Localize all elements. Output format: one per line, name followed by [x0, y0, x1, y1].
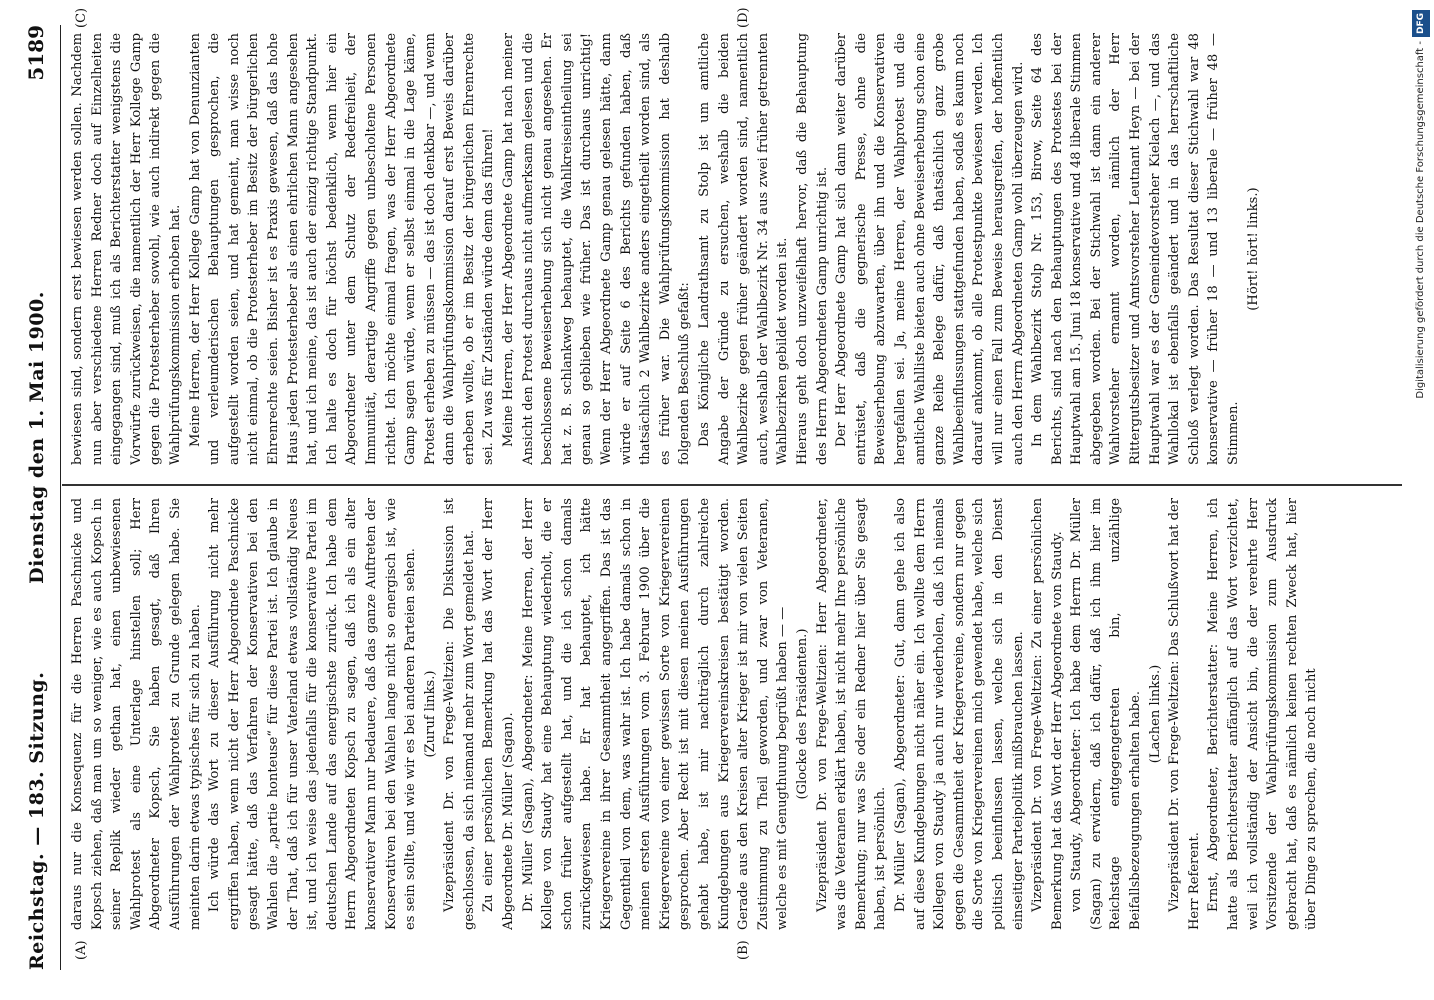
- paragraph: Vizepräsident Dr. von Frege-Weltzien: Herr Abgeordneter, was die Veteranen erklärt haben, ist nicht mehr Ihre persönliche Bemerkung; nur was Sie oder ein Redner hier über Sie gesagt haben, ist persönlich.: [814, 498, 889, 930]
- paragraph: Vizepräsident Dr. von Frege-Weltzien: Zu einer persönlichen Bemerkung hat das Wort der Herr Abgeordnete von Staudy.: [1030, 498, 1065, 930]
- digitization-credit-text: Digitalisierung gefördert durch die Deutsche Forschungsgemeinschaft -: [1415, 41, 1426, 399]
- paragraph: Dr. Müller (Sagan), Abgeordneter: Gut, dann gehe ich also auf diese Kundgebungen nicht näher ein. Ich wollte dem Herrn Kollegen von Staudy ja auch nur wiederholen, daß ich niemals gegen die Gesammtheit der Kriegervereine, sondern nur gegen die Sorte von Kriegervereinen mich gewendet habe, welche sich politisch beeinflussen lassen, welche sich in den Dienst einseitiger Parteipolitik mißbrauchen lassen.: [892, 498, 1026, 930]
- stage-direction: (Lachen links.): [1147, 664, 1163, 764]
- header-date-text: Dienstag den 1. Mai 1900.: [26, 291, 48, 584]
- header-session-title: Reichstag. — 183. Sitzung.: [26, 671, 48, 970]
- paragraph: Hieraus geht doch unzweifelhaft hervor, daß die Behauptung des Herrn Abgeordneten Gamp unrichtig ist.: [794, 33, 830, 465]
- margin-marker-b: (B): [736, 940, 751, 960]
- column-divider: [62, 485, 1402, 487]
- paragraph: Meine Herren, der Herr Kollege Gamp hat von Denunzianten und verleumderischen Behauptungen gesprochen, die aufgestellt worden seien, und hat gemeint, man wisse noch nicht einmal, ob die Protesterheber im Besitz der bürgerlichen Ehrenrechte seien. Bisher ist es Praxis gewesen, daß das hohe Haus jeden Protesterheber als einen ehrlichen Mann angesehen hat, und ich meine, das ist auch der einzig richtige Standpunkt. Ich halte es doch für höchst bedenklich, wenn hier ein Abgeordneter unter dem Schutz der Redefreiheit, der Immunität, derartige Angriffe gegen unbescholtene Personen richtet. Ich möchte einmal fragen, was der Herr Abgeordnete Gamp sagen würde, wenn er selbst einmal in die Lage käme, Protest erheben zu müssen — das ist doch denkbar —, und wenn dann die Wahlprüfungskommission darauf erst Beweis darüber erheben wollte, ob er im Besitz der bürgerlichen Ehrenrechte sei. Zu was für Zuständen würde denn das führen!: [187, 33, 497, 465]
- paragraph: Das Königliche Landrathsamt zu Stolp ist um amtliche Angabe der Gründe zu ersuchen, weshalb die beiden Wahlbezirke gegen früher geändert worden sind, namentlich auch, weshalb der Wahlbezirk Nr. 34 aus zwei früher getrennten Wahlbezirken gebildet worden ist.: [697, 33, 791, 465]
- paragraph: Dr. Müller (Sagan), Abgeordneter: Meine Herren, der Herr Kollege von Staudy hat eine Behauptung wiederholt, die er schon früher aufgestellt hat, und die ich schon damals zurückgewiesen habe. Er hat behauptet, ich hätte Kriegervereine in ihrer Gesammtheit angegriffen. Das ist das Gegentheil von dem, was wahr ist. Ich habe damals schon in meinen ersten Ausführungen vom 3. Februar 1900 über die Kriegervereine von einer gewissen Sorte von Kriegervereinen gesprochen. Aber Recht ist mit diesen meinen Ausführungen gehabt habe, ist mir nachträglich durch zahlreiche Kundgebungen aus Kriegervereinskreisen bestätigt worden. Gerade aus den Kreisen alter Krieger ist mir von vielen Seiten Zustimmung zu Theil geworden, und zwar von Veteranen, welche es mit Genugthuung begrüßt haben — —: [520, 498, 791, 930]
- margin-marker-d: (D): [736, 7, 751, 28]
- dfg-logo: DFG: [1412, 10, 1430, 37]
- page-number: 5189: [24, 25, 48, 81]
- stage-direction: (Hört! hört! links.): [1245, 187, 1261, 311]
- text-column-right: [68, 33, 1398, 465]
- page-header: [20, 25, 61, 970]
- paragraph: Zu einer persönlichen Bemerkung hat das Wort der Herr Abgeordnete Dr. Müller (Sagan).: [481, 498, 517, 930]
- paragraph: Ich würde das Wort zu dieser Ausführung nicht mehr ergriffen haben, wenn nicht der Herr Abgeordnete Paschnicke gesagt hätte, daß das Verfahren der Konservativen bei den Wahlen die „partie honteuse“ für diese Partei ist. Ich glaube in der That, daß ich für unser Vaterland etwas vollständig Neues ist, und ich weise das jedenfalls für die konservative Partei im deutschen Lande auf das energischste zurück. Ich habe dem Herrn Abgeordneten Kopsch zu sagen, daß ich als ein alter konservativer Mann nur bedauere, daß das ganze Auftreten der Konservativen bei den Wahlen lange nicht so energisch ist, wie es sein sollte, und wie wir es bei anderen Parteien sehen.: [207, 498, 419, 930]
- paragraph: Der Herr Abgeordnete Gamp hat sich dann weiter darüber entrüstet, daß die gegnerische Presse, ohne die Beweiserhebung abzuwarten, über ihn und die Konservativen hergefallen sei. Ja, meine Herren, der Wahlprotest und die amtliche Wahlliste bieten auch ohne Beweiserhebung schon eine ganze Reihe Belege dafür, daß thatsächlich ganz grobe Wahlbeeinflussungen stattgefunden haben, sodaß es kaum noch darauf ankommt, ob alle Protestpunkte bewiesen werden. Ich will nur einen Fall zum Beweise herausgreifen, der hoffentlich auch den Herrn Abgeordneten Gamp wohl überzeugen wird.: [834, 33, 1026, 465]
- margin-marker-a: (A): [74, 940, 89, 960]
- paragraph: von Staudy, Abgeordneter: Ich habe dem Herrn Dr. Müller (Sagan) zu erwidern, daß ich dafür, daß ich ihm hier im Reichstage entgegengetreten bin, unzählige Beifallsbezeugungen erhalten habe.: [1069, 498, 1144, 930]
- paragraph: Meine Herren, der Herr Abgeordnete Gamp hat nach meiner Ansicht den Protest durchaus nicht aufmerksam gelesen und die beschlossene Beweiserhebung sich nicht genau angesehen. Er hat z. B. schlankweg behauptet, die Wahlkreiseintheilung sei genau so geblieben wie früher. Das ist durchaus unrichtig! Wenn der Herr Abgeordnete Gamp genau gelesen hätte, dann würde er auf Seite 6 des Berichts gefunden haben, daß thatsächlich 2 Wahlbezirke anders eingetheilt worden sind, als es früher war. Die Wahlprüfungskommission hat deshalb folgenden Beschluß gefaßt:: [501, 33, 693, 465]
- stage-direction: (Glocke des Präsidenten.): [794, 628, 810, 800]
- paragraph: daraus nur die Konsequenz für die Herren Paschnicke und Kopsch ziehen, daß man um so weniger, wie es auch Kopsch in seiner Replik wieder gethan hat, einen unbewiesenen Wahlprotest als eine Unterlage hinstellen soll; Herr Abgeordneter Kopsch, Sie haben gesagt, daß Ihren Ausführungen der Wahlprotest zu Grunde gelegen habe. Sie meinten darin etwas typisches für sich zu haben.: [70, 498, 203, 930]
- margin-marker-c: (C): [74, 7, 89, 28]
- header-date: [26, 25, 48, 970]
- text-column-left: [68, 498, 1398, 930]
- stage-direction: (Zuruf links.): [422, 670, 438, 758]
- paragraph: In dem Wahlbezirk Stolp Nr. 153, Birow, Seite 64 des Berichts, sind nach den Behauptungen des Protestes bei der Hauptwahl am 15. Juni 18 konservative und 48 liberale Stimmen abgegeben worden. Bei der Stichwahl ist dann ein anderer Wahlvorsteher ernannt worden, nämlich der Herr Rittergutsbesitzer und Amtsvorsteher Leutnant Heyn — bei der Hauptwahl war es der Gemeindevorsteher Kielach —, und das Wahllokal ist ebenfalls geändert und in das herrschaftliche Schloß verlegt worden. Das Resultat dieser Stichwahl war 48 konservative — früher 18 — und 13 liberale — früher 48 — Stimmen.: [1030, 33, 1242, 465]
- paragraph: Ernst, Abgeordneter, Berichterstatter: Meine Herren, ich hatte als Berichterstatter anfänglich auf das Wort verzichtet, weil ich vollständig der Ansicht bin, die der verehrte Herr Vorsitzende der Wahlprüfungskommission zum Ausdruck gebracht hat, daß es nämlich keinen rechten Zweck hat, hier über Dinge zu sprechen, die noch nicht: [1206, 498, 1320, 930]
- digitization-credit: [1410, 10, 1428, 990]
- paragraph: Vizepräsident Dr. von Frege-Weltzien: Die Diskussion ist geschlossen, da sich niemand mehr zum Wort gemeldet hat.: [442, 498, 477, 930]
- paragraph: Vizepräsident Dr. von Frege-Weltzien: Das Schlußwort hat der Herr Referent.: [1167, 498, 1202, 930]
- paragraph: bewiesen sind, sondern erst bewiesen werden sollen. Nachdem nun aber verschiedene Herren Redner doch auf Einzelheiten eingegangen sind, muß ich als Berichterstatter wenigstens die Vorwürfe zurückweisen, die namentlich der Herr Kollege Gamp gegen die Protesterheber sowohl, wie auch indirekt gegen die Wahlprüfungskommission erhoben hat.: [70, 33, 183, 465]
